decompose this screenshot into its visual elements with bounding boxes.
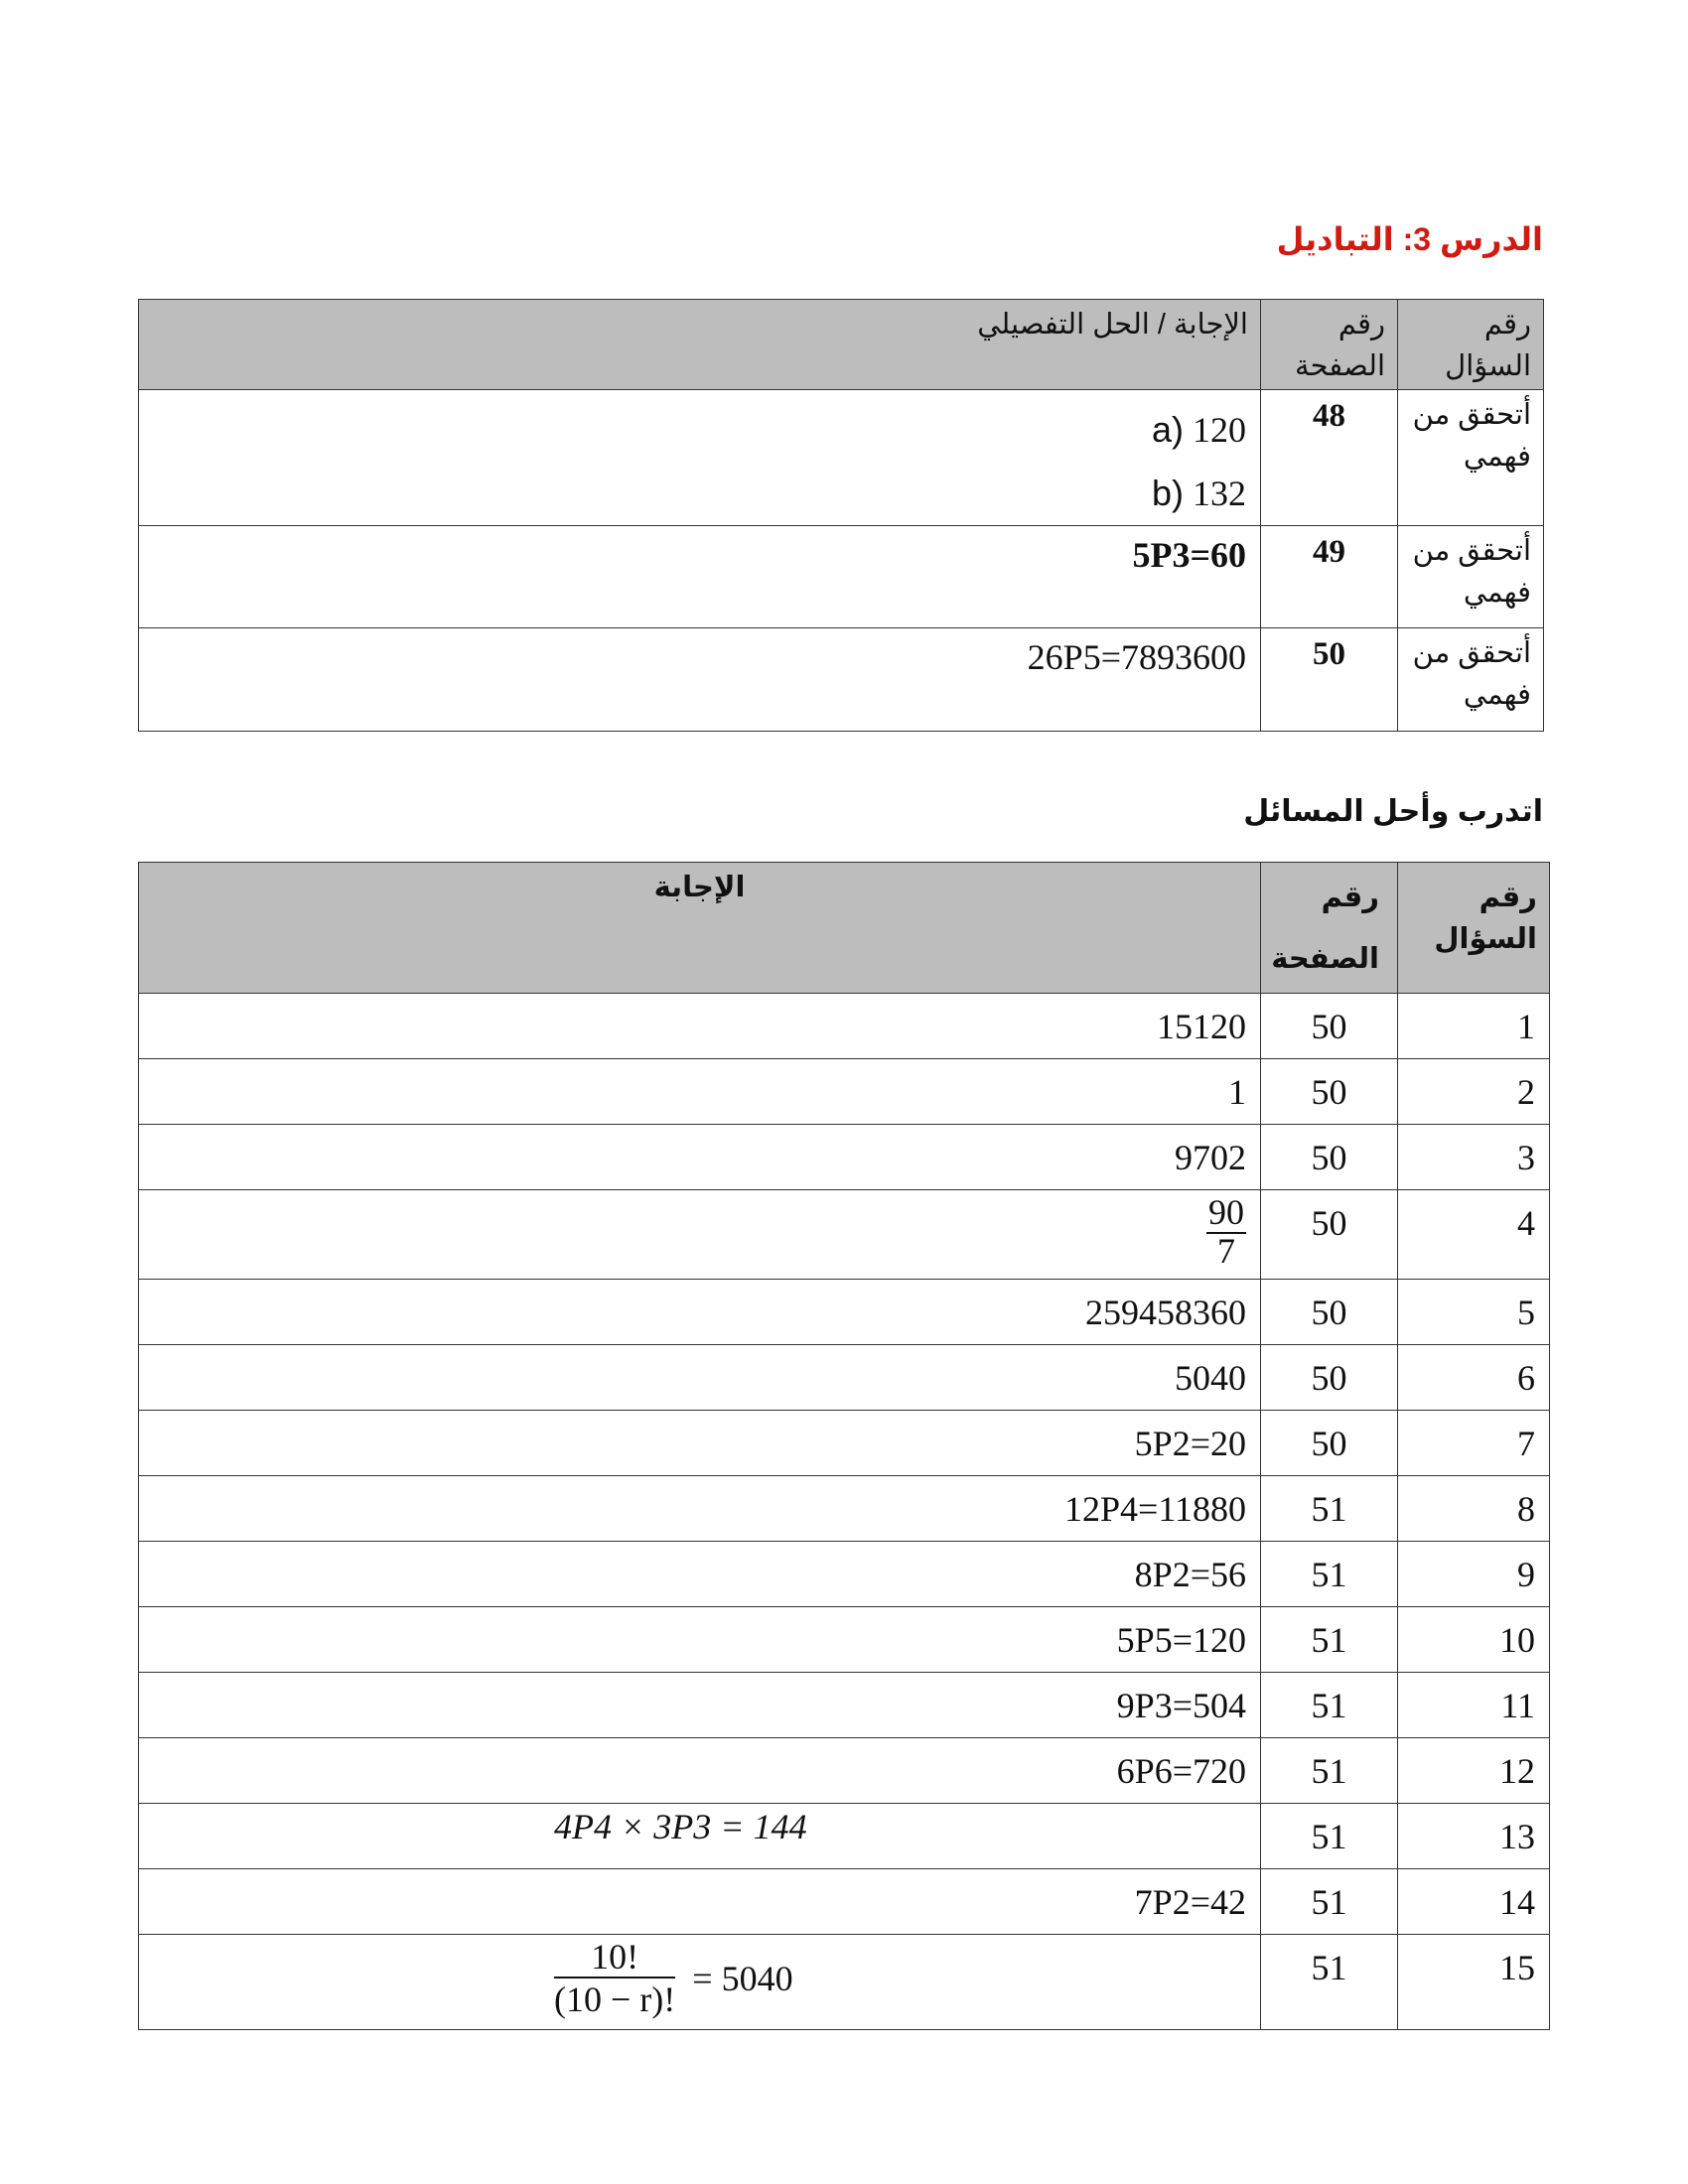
question-cell: 10 bbox=[1398, 1607, 1550, 1673]
question-cell: 14 bbox=[1398, 1869, 1550, 1935]
answer-cell: 259458360 bbox=[139, 1280, 1261, 1345]
table-row bbox=[139, 994, 1550, 1059]
page-cell: 50 bbox=[1261, 994, 1398, 1059]
table-header-row bbox=[139, 300, 1544, 390]
page-cell: 50 bbox=[1261, 1345, 1398, 1411]
table-row bbox=[139, 390, 1544, 526]
table-row bbox=[139, 628, 1544, 732]
table-row bbox=[139, 1059, 1550, 1125]
table-row bbox=[139, 1280, 1550, 1345]
page-cell: 50 bbox=[1261, 1411, 1398, 1476]
question-cell: 11 bbox=[1398, 1673, 1550, 1738]
question-cell: 2 bbox=[1398, 1059, 1550, 1125]
page-cell: 51 bbox=[1261, 1869, 1398, 1935]
answer-cell: 5P2=20 bbox=[139, 1411, 1261, 1476]
table-row bbox=[139, 1476, 1550, 1542]
header-answer: الإجابة / الحل التفصيلي bbox=[139, 300, 1261, 390]
header-answer: الإجابة bbox=[139, 863, 1261, 994]
table-row bbox=[139, 1125, 1550, 1190]
answer-cell: 15120 bbox=[139, 994, 1261, 1059]
fraction-numerator: 90 bbox=[1208, 1192, 1244, 1232]
practice-problems-table bbox=[138, 862, 1550, 2030]
question-cell: أتحقق من فهمي bbox=[1398, 628, 1544, 732]
lesson-title: الدرس 3: التباديل bbox=[1276, 221, 1543, 257]
answer-a: a) 120 bbox=[1151, 409, 1246, 450]
fraction bbox=[1206, 1192, 1246, 1271]
table-row bbox=[139, 1190, 1550, 1280]
page-cell: 51 bbox=[1261, 1804, 1398, 1869]
page-cell: 50 bbox=[1261, 1280, 1398, 1345]
question-cell: 7 bbox=[1398, 1411, 1550, 1476]
answer-cell: 7P2=42 bbox=[139, 1869, 1261, 1935]
question-cell: 13 bbox=[1398, 1804, 1550, 1869]
page-cell: 50 bbox=[1261, 1125, 1398, 1190]
answer-cell: 5040 bbox=[139, 1345, 1261, 1411]
table-row bbox=[139, 1804, 1550, 1869]
page-cell: 51 bbox=[1261, 1542, 1398, 1607]
table-row bbox=[139, 1738, 1550, 1804]
fraction-numerator: 10! bbox=[554, 1937, 675, 1979]
answer-cell: 26P5=7893600 bbox=[139, 628, 1261, 732]
answer-cell: 5P3=60 bbox=[139, 526, 1261, 628]
fraction bbox=[554, 1937, 675, 2020]
answer-b: b) 132 bbox=[1151, 473, 1246, 513]
check-understanding-table bbox=[138, 299, 1544, 732]
answer-cell bbox=[139, 1935, 1261, 2030]
answer-cell: 9P3=504 bbox=[139, 1673, 1261, 1738]
question-cell: أتحقق من فهمي bbox=[1398, 526, 1544, 628]
table-row bbox=[139, 1935, 1550, 2030]
table-header-row bbox=[139, 863, 1550, 994]
question-cell: 1 bbox=[1398, 994, 1550, 1059]
page-cell: 51 bbox=[1261, 1476, 1398, 1542]
question-cell: 5 bbox=[1398, 1280, 1550, 1345]
question-cell: أتحقق من فهمي bbox=[1398, 390, 1544, 526]
answer-cell: 12P4=11880 bbox=[139, 1476, 1261, 1542]
question-cell: 6 bbox=[1398, 1345, 1550, 1411]
answer-cell: 5P5=120 bbox=[139, 1607, 1261, 1673]
answer-cell: 6P6=720 bbox=[139, 1738, 1261, 1804]
section-title: اتدرب وأحل المسائل bbox=[1243, 795, 1543, 828]
page-cell: 51 bbox=[1261, 1738, 1398, 1804]
table-row bbox=[139, 1869, 1550, 1935]
question-cell: 3 bbox=[1398, 1125, 1550, 1190]
question-cell: 8 bbox=[1398, 1476, 1550, 1542]
table-row bbox=[139, 526, 1544, 628]
page-cell: 51 bbox=[1261, 1935, 1398, 2030]
header-question: رقم السؤال bbox=[1398, 300, 1544, 390]
page-cell: 50 bbox=[1261, 628, 1398, 732]
table-row bbox=[139, 1542, 1550, 1607]
table-row bbox=[139, 1673, 1550, 1738]
question-cell: 9 bbox=[1398, 1542, 1550, 1607]
page-cell: 51 bbox=[1261, 1607, 1398, 1673]
answer-cell bbox=[139, 390, 1261, 526]
question-cell: 4 bbox=[1398, 1190, 1550, 1280]
page-cell: 51 bbox=[1261, 1673, 1398, 1738]
header-page: رقم الصفحة bbox=[1261, 300, 1398, 390]
fraction-denominator: 7 bbox=[1217, 1231, 1235, 1271]
table-row bbox=[139, 1607, 1550, 1673]
header-question: رقم السؤال bbox=[1398, 863, 1550, 994]
math-expression bbox=[554, 1937, 793, 2020]
question-cell: 12 bbox=[1398, 1738, 1550, 1804]
answer-cell bbox=[139, 1804, 1261, 1869]
answer-cell: 8P2=56 bbox=[139, 1542, 1261, 1607]
header-page: رقم الصفحة bbox=[1261, 863, 1398, 994]
answer-cell: 9702 bbox=[139, 1125, 1261, 1190]
page-cell: 49 bbox=[1261, 526, 1398, 628]
math-expression: 4P4 × 3P3 = 144 bbox=[554, 1807, 807, 1846]
page-cell: 50 bbox=[1261, 1059, 1398, 1125]
answer-cell: 1 bbox=[139, 1059, 1261, 1125]
answer-cell bbox=[139, 1190, 1261, 1280]
table-row bbox=[139, 1345, 1550, 1411]
question-cell: 15 bbox=[1398, 1935, 1550, 2030]
table-row bbox=[139, 1411, 1550, 1476]
page-cell: 48 bbox=[1261, 390, 1398, 526]
math-rhs: = 5040 bbox=[692, 1959, 793, 1998]
page-cell: 50 bbox=[1261, 1190, 1398, 1280]
fraction-denominator: (10 − r)! bbox=[554, 1979, 676, 2019]
